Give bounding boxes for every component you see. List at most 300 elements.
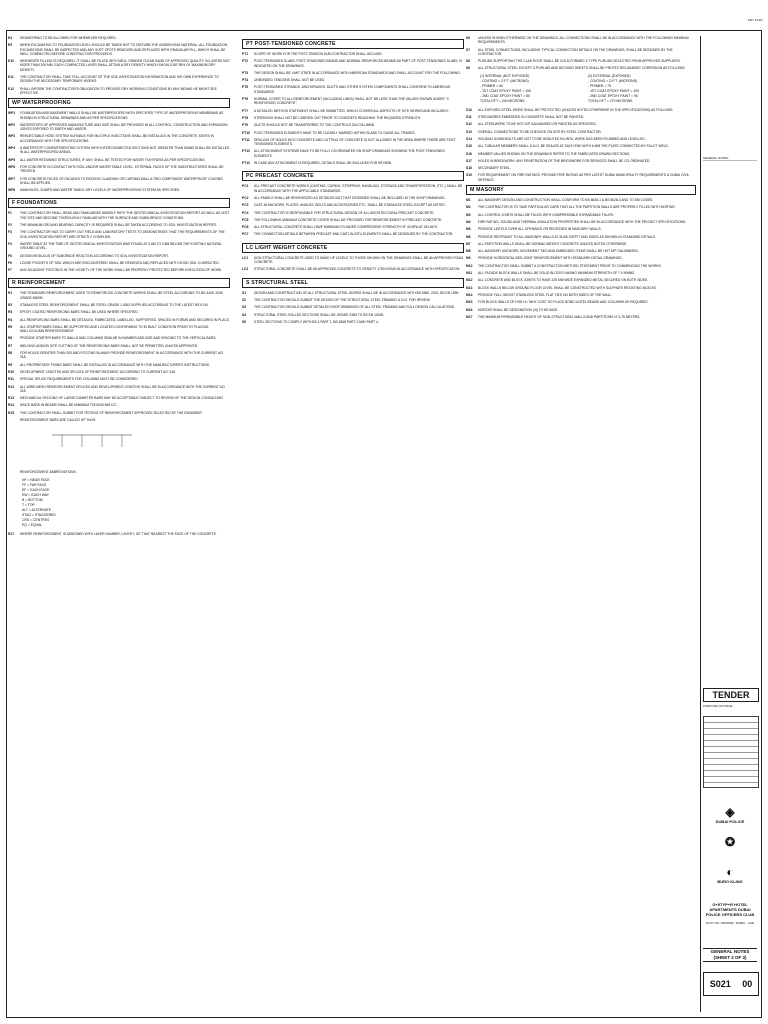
abbreviation-item: B = BOTTOM	[22, 497, 43, 502]
note-item	[8, 211, 230, 220]
note-text: FOR BLOCK WALLS OF HIGH 4 / WHY COST SO PLACE BOND LINTEL BEAMS AND COLUMNS AS REQUIRED.	[478, 300, 649, 305]
note-number: S10	[466, 107, 472, 112]
note-text: FOR REQUIREMENT ON FIRE RATINGS, PROVIDE FIRE RATING AS PER LATEST DUBAI MUNICIPALITY REQUIREMENTS & DUBAI CIVIL DEFENCE.	[478, 173, 690, 182]
note-number: M15	[466, 300, 473, 305]
note-item	[8, 403, 230, 407]
note-text: ALL WATER RETAINING STRUCTURES, IF ANY, SHALL BE TESTED FOR WATER TIGHTNESS AS PER SPECIFICATIONS.	[20, 157, 206, 162]
note-item	[8, 470, 230, 474]
note-number: F4	[8, 241, 12, 246]
note-item	[466, 308, 696, 312]
note-number: S5	[242, 319, 247, 324]
note-item	[242, 138, 464, 147]
note-number: E4	[8, 36, 13, 40]
note-item	[242, 313, 464, 317]
note-text: NON STRUCTURAL CONCRETE USED TO MAKE UP LEVELS TO THOSE SHOWN ON THE DRAWINGS SHALL BE AN APPROVED FOAM CONCRETE.	[254, 255, 463, 265]
note-number: M16	[466, 307, 473, 312]
note-number: M14	[466, 292, 473, 297]
table-cell: TOTAL DFT = 240 MICRONS	[480, 98, 525, 103]
note-number: S4	[242, 312, 247, 317]
note-text: UNLESS SHOWN OTHERWISE ON THE DRAWINGS, ALL CONNECTIONS SHALL BE IN ACCORDANCE WITH THE FOLLOWING MINIMUM REQUIREMENTS:	[478, 36, 689, 45]
note-number: WP2	[8, 122, 16, 127]
note-number: R1	[8, 291, 13, 296]
note-number: PT4	[242, 78, 249, 83]
project-name: G+5TYP+R HOTEL APARTMENTS DUBAI POLICE OFFICERS CLUB	[705, 902, 755, 917]
note-number: PT1	[242, 52, 249, 56]
note-item	[466, 213, 696, 217]
note-number: S11	[466, 115, 472, 120]
note-item	[242, 196, 464, 200]
note-text: THE FOLLOWING MINIMUM CONCRETE COVER SHALL BE PROVIDED FOR REINFORCEMENT IN PRECAST CONCRETE.	[254, 217, 443, 222]
drawing-number-box	[703, 972, 759, 996]
note-item	[8, 36, 230, 40]
note-text: OVERALL CONNECTIONS TO BE CHECKED ON SITE BY STEEL CONTRACTOR.	[478, 129, 602, 134]
note-number: PC7	[242, 232, 249, 237]
note-text: PROVIDE HORIZONTAL BED JOINT REINFORCEMENT WITH STANDARD DETAIL DRAWINGS.	[478, 256, 623, 261]
note-text: BLOCK WALLS BELOW GROUND FLOOR LEVEL SHALL BE CONSTRUCTED WITH SULPHATE RESISTING BLOCKS.	[478, 285, 657, 290]
abbreviation-item: NF = NEAR FACE	[22, 477, 50, 482]
note-text: MORTAR SHALL BE DESIGNATION (III) TO BS 5628.	[478, 307, 558, 312]
note-text: THE CONTRACTOR HAS TO CARRY OUT FIELD AND LABORATORY TESTS TO DEMONSTRATE THAT THE REQUIREMENTS OF THE SOIL INVESTIGATION REPORT ARE STRICTLY COMPLIED.	[20, 230, 225, 239]
note-item	[8, 318, 230, 322]
note-number: WP6	[8, 164, 16, 169]
note-text: DUCTS SHOULD NOT BE TRANSFERRED TO THE CONTROLS ON COLUMNS.	[254, 123, 375, 128]
abbreviations-list	[22, 478, 230, 528]
note-number: PT2	[242, 59, 249, 64]
note-number: M3	[466, 212, 471, 217]
drawing-title: GENERAL NOTES (SHEET 2 OF 3)	[703, 948, 757, 962]
diagram-caption: REINFORCEMENT BARS ARE CALLED UP THUS:	[20, 418, 97, 423]
note-number: S6	[466, 36, 471, 40]
purpose-of-issue: PURPOSE OF ISSUE	[703, 704, 733, 708]
note-number: S9	[466, 66, 471, 71]
table-cell: TOTAL DFT = 270 MICRONS	[588, 98, 633, 103]
note-number: R15	[8, 410, 15, 415]
note-text: PROVIDE RESTRAINT TO ALL MASONRY WALLS AT SLAB SOFFIT AND SIDES AS SHOWN IN STANDARD DETAILS.	[478, 234, 656, 239]
note-text: ALL CONCRETE AND BLOCK JOINTS TO HAVE 225 MM WIDE EXPANDED METAL SECURED ON BOTH SIDES.	[478, 278, 649, 283]
note-text: FIRE RATING, SOUND AND THERMAL INSULATION PROPERTIES SHALL BE IN ACCORDANCE WITH THE PROJECT SPECIFICATIONS.	[478, 219, 687, 224]
note-text: THE DESIGN SHALL BE LIMIT STATE IN ACCORDANCE WITH AMERICAN STANDARDS AND SHALL ACCOUNT FOR THE FOLLOWING:	[254, 70, 461, 75]
abbreviation-item: EF = EACH FACE	[22, 487, 50, 492]
note-number: S17	[466, 158, 472, 163]
note-text: THE CONTRACTOR SHALL SUBMIT A CONSTRUCTION METHOD STATEMENT PRIOR TO COMMENCING THE WORKS.	[478, 263, 662, 268]
note-number: M13	[466, 285, 473, 290]
note-text: STRUCTURAL CONCRETE SHALL BE AN APPROVED CONCRETE TO DENSITY 1750 KG/M3 IN ACCORDANCE WITH SPECIFICATION.	[254, 267, 461, 272]
note-number: M9	[466, 256, 471, 261]
note-text: DEWATERING TO BE ALLOWED FOR WHENEVER REQUIRED.	[20, 36, 117, 40]
note-item	[242, 131, 464, 135]
note-text: ALL STRUCTURAL STEEL EXCEPT Z-PURLINS AND DECKING SHEETS SHALL BE PROTECTED AGAINST CORROSION AS FOLLOWS:	[478, 66, 686, 71]
note-item	[242, 97, 464, 106]
note-text: THE CONTRACTOR IS TO TAKE PARTICULAR CARE THAT ALL THE PARTITION WALLS ARE PROPERLY FILLED WITH MORTAR.	[478, 205, 676, 210]
note-number	[8, 418, 20, 422]
note-number: PC1	[242, 184, 249, 189]
note-item	[242, 85, 464, 94]
table-header: (1) INTERNAL (NOT EXPOSED)	[480, 73, 530, 78]
note-number: R12	[8, 384, 15, 389]
note-item	[8, 325, 230, 334]
client-logo	[709, 806, 751, 824]
note-text: POST-TENSIONED SLABS, POST-TENSIONED BEAMS AND NORMAL REINFORCED BEAMS AS PART OF POST-TENSIONED SLABS, IS INDICATED ON THE DRAWINGS.	[254, 59, 463, 68]
note-text: UNBONDED TENDONS SHALL NOT BE USED.	[254, 78, 326, 83]
note-number: F5	[8, 253, 12, 258]
note-number: R6	[8, 336, 13, 341]
note-text: THE MINIMUM PERMISSIBLE HEIGHT OF NON-STRUCTURAL WALLS AND PARTITIONS IS 3.75 METERS.	[478, 314, 641, 319]
revision-number: 00	[742, 979, 753, 989]
table-cell: - 2ND COAT EPOXY PAINT = 95	[588, 93, 638, 98]
note-item	[8, 303, 230, 307]
abbreviation-item: CRS = CENTRES	[22, 517, 50, 522]
note-number: S3	[242, 305, 247, 310]
note-text: STEELWORKS EMBEDDED IN CONCRETE SHALL NOT BE PAINTED.	[478, 115, 585, 120]
note-number: M5	[466, 227, 471, 232]
note-text: POST-TENSIONED ELEMENTS HAVE TO BE CLEARLY MARKED WITHIN SLABS TO GUIDE ALL TRADES.	[254, 130, 416, 135]
note-text: LOOSE POCKETS OF SOIL WHICH ARE ENCOUNTERED SHALL BE REMOVED AND REPLACED WITH GOOD SOIL COMPACTED.	[20, 260, 220, 265]
note-item	[242, 71, 464, 75]
note-number: WP1	[8, 111, 16, 116]
note-text: FOUNDATION AND BASEMENT WALLS SHALL BE WATERPROOFED WITH SPECIFIED TYPE OF WATERPROOFING MEMBRANE AS SHOWN IN STRUCTURAL DRAWINGS AND AS PER SPECIFICATIONS.	[20, 111, 224, 120]
note-text: THE MINIMUM GROUND BEARING CAPACITY IS REQUIRED SHALL BE TAKEN ACCORDING TO SOIL INVESTIGATION REPORT.	[20, 223, 218, 228]
note-item	[242, 52, 464, 56]
note-item	[8, 336, 230, 340]
note-text: STAINLESS STEEL REINFORCEMENT SHALL BE STEEL GRADE 1.4362 SUPPLIED ACCORDING TO THE LATEST BS 6744.	[20, 302, 209, 307]
note-number: PT9	[242, 123, 249, 128]
note-item	[466, 130, 696, 134]
note-text: HOLES IN BRICKWORK: ANY PENETRATION OF THE BRICKWORK FOR SERVICES SHALL BE CO-ORDINATED.	[478, 158, 651, 163]
note-number: PT3	[242, 70, 249, 75]
note-text: SHALL INFORM THE CONTRACTOR'S OBLIGATION TO PROVIDE DRY WORKING CONDITIONS BY ANY MEANS HE MIGHT SEE EFFECTIVE.	[20, 86, 217, 95]
note-text: FOR CONCRETE FACES OF FACADES TO RECEIVE CLADDING OR CURTAIN WALL A TWO COMPONENT WATERPROOF COATING SHALL BE APPLIED.	[20, 176, 223, 185]
note-item	[8, 532, 230, 536]
note-item	[466, 315, 696, 319]
note-number: M12	[466, 278, 473, 283]
note-text: ALL STEEL CONNECTIONS, INCLUDING TYPICAL CONNECTION DETAILS ON THE DRAWINGS, SHALL BE DESIGNED BY THE CONTRACTOR.	[478, 47, 673, 56]
note-number: PT13	[242, 161, 250, 166]
note-item	[8, 344, 230, 348]
note-item	[466, 293, 696, 297]
note-item	[8, 254, 230, 258]
revision-header: GENERAL NOTES	[703, 156, 757, 161]
note-item	[242, 320, 464, 324]
note-text: WATER TABLE AT THE TIME OF GEOTECHNICAL INVESTIGATION WAS FOUND AT 0.6M TO 0.8M BELOW THE EXISTING NATURAL GROUND LEVEL.	[20, 241, 222, 251]
note-text: REINJECTABLE HOSE SYSTEM SUITABLE FOR MULTIPLE INJECTIONS SHALL BE INSTALLED IN THE CONCRETE JOINTS IN ACCORDANCE WITH THE SPECIFICATIONS.	[20, 134, 214, 143]
note-item	[8, 188, 230, 192]
note-text: THE CONTRACTOR SHOULD SUBMIT DETAILED SHOP DRAWINGS OF ALL STEEL FRAMING AND FULL DESIGN CALCULATIONS.	[254, 305, 455, 310]
note-number: E11	[8, 75, 14, 80]
general-notes-area	[8, 36, 698, 1012]
note-item	[8, 75, 230, 84]
tender-stamp: TENDER	[703, 688, 759, 702]
note-text: NORMAL COVER TO ALL REINFORCEMENT (INCLUDING LINKS) SHALL NOT BE LESS THAN THE VALUES SHOWN UNDER "C REINFORCED CONCRETE".	[254, 97, 450, 106]
note-text: STEEL SECTIONS TO COMPLY WITH BS 4 PART 1, BS 4848 PART 2 AND PART 4.	[254, 319, 379, 324]
note-text: FOR CONCRETE IN CONTACT WITH SOIL AND/OR WATER TABLE LEVEL, EXTERNAL FACES OF THE SUBSTRUCTURES SHALL BE TREATED.	[20, 164, 224, 174]
note-number: S8	[466, 59, 471, 64]
note-text: PURLINS SUPPORTING THE CLAD ROOF SHALL BE COLD-FORMED Z-TYPE PURLINS SELECTED FROM APPROVED SUPPLIERS.	[478, 59, 681, 64]
table-cell: - COATING = Z.F.T. (MICRONS)	[480, 78, 529, 83]
note-number: E5	[8, 43, 13, 48]
note-number: R2	[8, 302, 13, 307]
plot-number: PLOT NO. 326/0906 - DUBAI - UAE	[706, 921, 754, 925]
table-cell: - 1ST COAT EPOXY PAINT = 100	[588, 88, 639, 93]
note-item	[466, 152, 696, 156]
note-number: WP4	[8, 146, 16, 151]
note-item	[242, 123, 464, 127]
note-item	[466, 256, 696, 260]
note-item	[8, 411, 230, 415]
note-text: THE STANDARD REINFORCEMENT USED TO REINFORCED CONCRETE WORKS SHALL BE STEEL ACCORDING TO BS 4449. 2005 GRADE B500B.	[20, 291, 223, 300]
note-text: ALL TUBULAR MEMBERS SHALL U.N.O. BE SEALED AT EACH END WITH 6 MM THK PLATE CONNECTED BY FILLET WELD.	[478, 144, 669, 149]
note-item	[242, 59, 464, 68]
notes-column-1	[8, 36, 230, 1012]
note-number: S7	[466, 47, 471, 52]
abbreviation-item: ALT = ALTERNATE	[22, 507, 52, 512]
note-item	[466, 242, 696, 246]
note-item	[466, 205, 696, 209]
abbreviation-item: STAG = STAGGERED	[22, 512, 56, 517]
section-heading: F FOUNDATIONS	[8, 198, 230, 208]
note-text: DRILLING OF HOLES INTO CONCRETE AND CUTTING OF CONCRETE IS NOT ALLOWED IN THE AREA WHERE THERE ARE POST-TENSIONED ELEMENTS.	[254, 137, 457, 147]
note-item	[466, 286, 696, 290]
note-text: ALL PRECAST CONCRETE WORKS (CASTING, CURING, STRIPPING, HANDLING, STORAGE AND TRANSPORTATION, ETC.) SHALL BE IN ACCORDANCE WITH THE APPLICABLE STANDARDS.	[254, 184, 463, 193]
note-number: PC2	[242, 195, 249, 200]
note-item	[8, 370, 230, 374]
section-light-weight-concrete	[242, 243, 464, 272]
note-number: M2	[466, 205, 471, 210]
crest-icon: ✪	[724, 835, 736, 849]
note-text: A DETAILED METHOD STATEMENT SHALL BE SUBMITTED, WHICH COVERS ALL ASPECTS OF SITE WORKS AND INCLUDES:	[254, 108, 449, 113]
note-item	[8, 268, 230, 272]
note-item	[242, 78, 464, 82]
section-waterproofing	[8, 98, 230, 192]
note-number: F7	[8, 268, 12, 273]
note-item	[8, 134, 230, 143]
note-number: PT5	[242, 85, 249, 90]
note-item	[466, 159, 696, 163]
note-item	[8, 146, 230, 155]
note-text: ALL PROPRIETARY FIXING BARS SHALL BE INSTALLED IN ACCORDANCE WITH THE MANUFACTURER'S INSTRUCTIONS.	[20, 362, 210, 367]
note-text: ALL STRUCTURAL CONCRETE SHALL HAVE MINIMUM CYLINDER COMPRESSIVE STRENGTH OF 40 MPA AT 28 DAYS.	[254, 225, 438, 230]
note-item	[466, 115, 696, 119]
table-cell: - COATING = D.F.T. (MICRONS)	[588, 78, 638, 83]
note-item	[8, 177, 230, 186]
note-item	[8, 111, 230, 120]
note-item	[466, 271, 696, 275]
note-text: SCOPE OF WORK FOR THE POST-TENSION SUB-CONTRACTOR SHALL INCLUDE:	[254, 52, 383, 56]
consultant-mark-icon: ◐	[726, 865, 734, 879]
note-number: R14	[8, 403, 15, 408]
note-text: WHENEVER FILLING IS REQUIRED, IT SHALL BE FILLED WITH WELL GRADED CLEAN SAND OF APPROVED QUALITY, IN LAYERS NOT MORE THAN 200 MM. EACH COMPACTED LAYER SHALL ATTAIN A DRY DENSITY WHICH SHOULD BE 95% OF MAXIMUM DRY DENSITY.	[20, 59, 230, 72]
note-item	[8, 59, 230, 72]
note-number: M7	[466, 241, 471, 246]
note-text: PROVIDE STARTER BARS TO WALLS AND COLUMNS SIMILAR IN NUMBER AND SIZE AND SPACING TO THE VERTICAL BARS.	[20, 336, 217, 341]
note-text: POST-TENSIONED STRANDS, ANCHORAGES, DUCTS AND OTHER SYSTEM COMPONENTS SHALL CONFORM TO AMERICAN STANDARDS.	[254, 85, 450, 94]
note-item	[8, 291, 230, 300]
note-number: PT10	[242, 130, 250, 135]
note-item	[242, 305, 464, 309]
section-heading: LC LIGHT WEIGHT CONCRETE	[242, 243, 464, 253]
note-text: ALL ATTACHMENT SYSTEMS HAVE TO BE FULLY COORDINATED ON SHOP DRAWINGS SHOWING THE POST-TENSIONED ELEMENTS.	[254, 149, 445, 158]
note-text: WHEN EXCAVATING TO FOUNDATION LEVEL SHOULD BE TAKEN NOT TO DISTURB THE UNDERLYING MATERIAL. ALL FOUNDATION EXCAVATIONS SHALL BE INSPECTED AND ANY SOFT SPOTS REMOVED AND REPLACED WITH GRANULAR FILL, WHICH SHALL BE WELL COMPACTED BEFORE CONSTRUCTION PROCEEDS.	[20, 43, 228, 56]
table-cell: - PRIMER = 75	[588, 83, 611, 88]
note-item	[466, 66, 696, 70]
note-number: R9	[8, 362, 13, 367]
note-item	[242, 116, 464, 120]
note-item	[242, 161, 464, 165]
note-text: ALL STEELWORK TO BE HOT DIP GALVANISED OR PAINTED AS SPECIFIED.	[478, 122, 597, 127]
notes-column-3	[466, 36, 696, 1012]
abbreviation-item: EQ = EQUAL	[22, 522, 43, 527]
section-masonry	[466, 185, 696, 319]
note-text: WELDING AND/OR SITE CUTTING OF THE REINFORCING BARS SHALL NOT BE PERMITTED UNLESS APPROVED.	[20, 343, 198, 348]
note-number: S14	[466, 136, 472, 141]
note-item	[466, 300, 696, 304]
section-foundations	[8, 198, 230, 272]
section-reinforcement	[8, 278, 230, 536]
note-number: S1	[242, 290, 247, 295]
note-item	[466, 108, 696, 112]
note-number: R5	[8, 324, 13, 329]
note-text: SPECIAL SPLICE REQUIREMENTS FOR COLUMNS MUST BE CONSIDERED.	[20, 377, 139, 382]
note-number: PC4	[242, 210, 249, 215]
note-text: THE CONTRACTOR SHOULD SUBMIT THE DESIGN OF THE STRUCTURAL STEEL FRAMING U.N.O. FOR REVIEW.	[254, 297, 431, 302]
note-number: PT12	[242, 149, 250, 154]
note-number: PT8	[242, 115, 249, 120]
note-text: WATERSTOPS OF APPROVED MANUFACTURE AND SIZE SHALL BE PROVIDED IN ALL CONTROL, CONSTRUCTION AND EXPANSION JOINTS EXPOSED TO EARTH AND WATER.	[20, 122, 228, 132]
note-item	[8, 223, 230, 227]
note-item	[242, 184, 464, 193]
note-text: MECHANICAL SPLICING OF LARGE DIAMETER BARS MAY BE ACCEPTABLE SUBJECT TO REVIEW OF THE DESIGN CONSULTANT.	[20, 396, 224, 401]
note-item	[8, 418, 230, 422]
note-number: R17	[8, 531, 15, 536]
section-post-tensioned	[242, 39, 464, 165]
drawing-number: S021	[709, 979, 731, 989]
note-text: A WATERSTOP COMPARTMENTING SYSTEM WITH INTERCONNECTED SECTIONS NOT GREATER THAN 500M2 SHALL BE INSTALLED IN ALL WATERPROOFED AREAS.	[20, 146, 230, 155]
note-text: SINCE BARS IN BEAMS SHALL BE MINIMUM T25 6000 MM C/C.	[20, 403, 118, 408]
note-text: EPOXY COATED REINFORCING BARS SHALL BE USED WHERE SPECIFIED.	[20, 310, 139, 315]
note-item	[466, 198, 696, 202]
note-item	[242, 298, 464, 302]
note-item	[466, 227, 696, 231]
note-number: S19	[466, 173, 472, 178]
note-item	[466, 166, 696, 170]
note-number: M8	[466, 249, 471, 254]
note-number: WP7	[8, 176, 16, 181]
table-cell: - 2ND COAT EPOXY PAINT = 80	[480, 93, 530, 98]
section-heading: PC PRECAST CONCRETE	[242, 171, 464, 181]
emblem-logo	[709, 836, 751, 849]
section-heading: WP WATERPROOFING	[8, 98, 230, 108]
note-number: F1	[8, 211, 12, 216]
note-number: M4	[466, 219, 471, 224]
note-number: M10	[466, 263, 473, 268]
consultant-name: BURO KLING	[717, 879, 743, 884]
table-row	[480, 99, 696, 104]
note-item	[466, 249, 696, 253]
note-item	[466, 235, 696, 239]
note-number: PC6	[242, 225, 249, 230]
note-item	[466, 36, 696, 45]
note-item	[466, 173, 696, 182]
note-item	[242, 232, 464, 236]
note-number: E12	[8, 86, 14, 91]
note-item	[466, 278, 696, 282]
note-item	[8, 385, 230, 394]
note-text: ALL FACADE BLOCK WALLS SHALL BE SOLID BLOCKS HAVING MINIMUM STRENGTH OF 7.0 N/MM2.	[478, 271, 636, 276]
note-text: ALL PARTITION WALLS SHALL BE NORMAL WEIGHT CONCRETE UNLESS NOTED OTHERWISE.	[478, 241, 628, 246]
note-item	[8, 87, 230, 96]
note-item	[242, 109, 464, 113]
section-heading: PT POST-TENSIONED CONCRETE	[242, 39, 464, 49]
note-number: F6	[8, 260, 12, 265]
note-text: STRESSING SHALL NOT BE CARRIED OUT PRIOR TO CONCRETE REACHING THE REQUIRED STRENGTH.	[254, 115, 422, 120]
title-block	[700, 36, 759, 1012]
section-heading: S STRUCTURAL STEEL	[242, 278, 464, 288]
note-text: ALL MASONRY ANCHORS, MOVEMENT TIES AND EMBEDDED ITEMS SHALL BE HOT DIP GALVANISED.	[478, 249, 639, 254]
note-text: PROVIDE FULL HEIGHT STAINLESS STEEL FLAT TIES ON BOTH SIDES OF THE WALL.	[478, 292, 613, 297]
note-text: ANY ADJACENT FOOTINGS IN THE VICINITY OF THE WORK SHALL BE PROPERLY PROTECTED BEFORE EXECUTION OF WORK.	[20, 268, 223, 273]
note-item	[466, 59, 696, 63]
consultant-logo	[709, 866, 751, 884]
note-number: M6	[466, 234, 471, 239]
note-item	[8, 363, 230, 367]
note-item	[8, 396, 230, 400]
note-number: S18	[466, 166, 472, 171]
note-text: ALL PANELS SHALL BE REINFORCED AS DETAILED BUT THAT DESIGNED SHALL BE INCLUDED IN THE SHOP DRAWINGS.	[254, 195, 446, 200]
note-text: THE CONNECTION DETAILS BETWEEN PRECAST AND CAST-IN-SITU ELEMENTS SHALL BE DESIGNED BY THE CONTRACTOR.	[254, 232, 454, 237]
note-number	[8, 470, 20, 474]
note-number: PT7	[242, 108, 249, 113]
note-text: FOR HOLES GREATER THAN 300 AND FOOTING BLANKS PROVIDE REINFORCEMENT IN ACCORDANCE WITH THE CURRENT ACI 318.	[20, 351, 224, 360]
note-item	[8, 261, 230, 265]
revision-area	[703, 36, 757, 161]
note-text: DEVELOPMENT LENGTHS AND SPLICES OF REINFORCEMENT ACCORDING TO CURRENT ACI 318.	[20, 369, 176, 374]
note-number: M11	[466, 271, 473, 276]
note-text: DESIGN AND CONSTRUCTION OF ALL STRUCTURAL STEEL WORKS SHALL BE IN ACCORDANCE WITH BS 5950: 2001, BS EN 1090.	[254, 290, 460, 295]
abbreviations-title: REINFORCEMENT ABBREVIATIONS:	[20, 470, 77, 475]
note-item	[8, 43, 230, 56]
note-number: PT6	[242, 97, 249, 102]
key-plan-label: KEY PLAN	[748, 18, 763, 22]
note-text: THE CONTRACTOR SHALL SUBMIT FOR TESTING OF REINFORCEMENT APPROVED SELECTED BY THE ENGINEER.	[20, 410, 203, 415]
note-number: WP5	[8, 157, 16, 162]
note-number: PT11	[242, 137, 250, 142]
note-item	[8, 165, 230, 174]
note-number: S2	[242, 297, 247, 302]
note-text: HOLDING DOWN BOLTS ARE NOT TO BE GROUTED IN UNTIL WORK HAS BEEN PLUMBED AND LEVELLED.	[478, 136, 646, 141]
note-text: SECONDARY STEEL.	[478, 166, 512, 171]
note-text: IN CASE ANY ATTACHMENT IS REQUIRED, DETAILS SHALL BE INCLUDED FOR REVIEW.	[254, 161, 392, 166]
note-number: F3	[8, 230, 12, 235]
note-number: R11	[8, 377, 14, 382]
paint-system-table	[480, 74, 696, 104]
note-text: STRUCTURAL STEEL ROLLED SECTIONS SHALL BE GRADE S355 TO BS EN 10025.	[254, 312, 385, 317]
note-text: ALL WIRE MESH REINFORCEMENT SPLICES AND DEVELOPMENT LENGTHS SHALL BE IN ACCORDANCE WITH THE CURRENT ACI 318.	[20, 384, 226, 393]
note-text: CAST-IN ANCHORS, PLATES, ANGLES, BOLTS AND ACCESSORIES ETC. SHALL BE STAINLESS STEEL EXCEPT AS NOTED.	[254, 203, 446, 208]
client-name: DUBAI POLICE	[715, 819, 745, 824]
note-item	[466, 122, 696, 126]
note-text: ALL MASONRY DESIGN AND CONSTRUCTION SHALL CONFORM TO BS 5628-1 & BS 5628-3 AND TO DM CODES.	[478, 198, 654, 203]
note-item	[8, 230, 230, 239]
abbreviation-item: EW = EACH WAY	[22, 492, 50, 497]
note-text: DESIGN MODULUS OF SUBGRADE REACTION ACCORDING TO SOIL INVESTIGATION REPORT.	[20, 253, 169, 258]
note-item	[466, 220, 696, 224]
note-item	[242, 149, 464, 158]
note-item	[8, 377, 230, 381]
note-text: WHERE REINFORCEMENT IS ASSIGNED WITH LAYER NUMBER, LAYER 1 IST THAT NEAREST THE FACE OF THE CONCRETE.	[20, 531, 217, 536]
note-number: R7	[8, 343, 13, 348]
note-number: E10	[8, 59, 14, 64]
note-item	[242, 267, 464, 271]
note-text: ALL REINFORCING BARS SHALL BE DETAILED, FABRICATED, LABELLED, SUPPORTED, SPACED IN FORMS AND SECURED IN PLACE.	[20, 317, 230, 322]
